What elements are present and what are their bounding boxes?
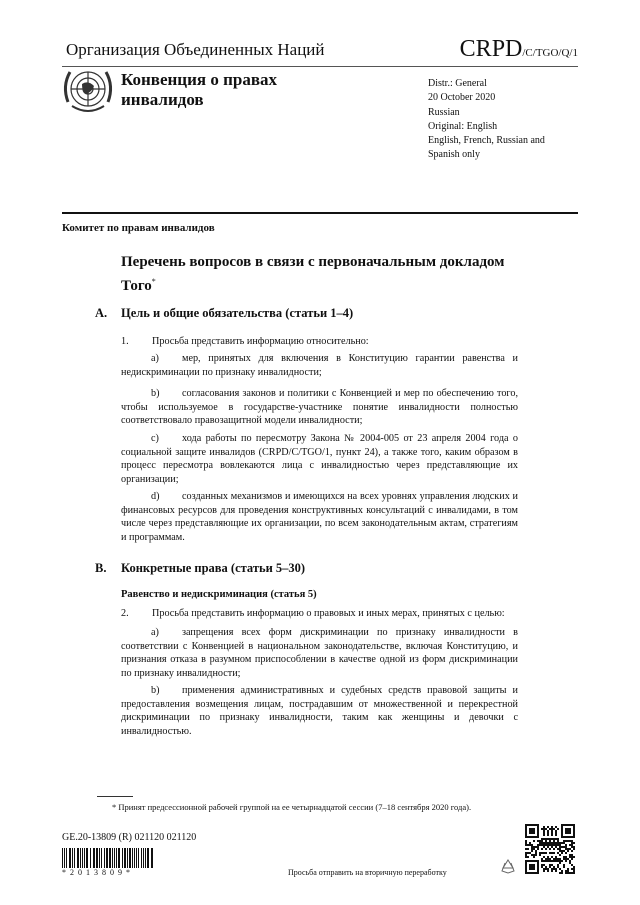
section-b-heading: [95, 561, 305, 576]
item-letter: a): [151, 627, 159, 638]
header-rule: [62, 66, 578, 67]
symbol-main: CRPD: [459, 36, 523, 62]
symbol-suffix: /C/TGO/Q/1: [522, 47, 578, 59]
para2-item-a: [121, 626, 518, 680]
paragraph-2: [121, 607, 518, 621]
item-text: хода работы по пересмотру Закона № 2004-005 от 23 апреля 2004 года о социальной защите инвалидов (CRPD/C/TGO/1, пункт 24), а также того, каким образом в процесс пересмотра вовлекаются лица с инвалидностью через представляющие их организации;: [121, 433, 518, 485]
title-rule: [62, 212, 578, 214]
item-letter: b): [151, 685, 160, 696]
section-a-heading: [95, 306, 353, 321]
main-title: [121, 253, 541, 296]
document-symbol: [460, 36, 578, 63]
barcode-text: *2013809*: [62, 868, 134, 877]
item-text: мер, принятых для включения в Конституцию гарантии равенства и недискриминации по признаку инвалидности;: [121, 353, 518, 378]
footnote-rule: [97, 796, 133, 797]
para1-item-b: [121, 387, 518, 428]
item-text: применения административных и судебных средств правовой защиты и предоставления возмещения лицам, пострадавшим от множественной и перекрестной дискриминации по признаку инвалидности, таким как женщины и девочки с инвалидностью.: [121, 685, 518, 737]
section-letter: A.: [95, 306, 108, 320]
job-number: GE.20-13809 (R) 021120 021120: [62, 832, 197, 843]
distr-language: Russian: [428, 106, 460, 118]
item-letter: c): [151, 433, 159, 444]
recycle-text: Просьба отправить на вторичную переработку: [288, 868, 447, 877]
para1-item-c: [121, 432, 518, 486]
item-text: запрещения всех форм дискриминации по признаку инвалидности в соответствии с Конвенцией в национальном законодательстве, включая Конституцию, и признания отказа в разумном приспособлении в качестве одной из форм дискриминации по признаку инвалидности;: [121, 627, 518, 679]
para1-item-a: [121, 352, 518, 379]
qr-code-icon: [525, 824, 575, 874]
barcode-icon: [62, 848, 154, 868]
committee-name: Комитет по правам инвалидов: [62, 222, 215, 234]
distr-line: Distr.: General: [428, 78, 487, 89]
recycle-icon: [499, 858, 517, 876]
section-letter: B.: [95, 561, 107, 575]
section-title: Конкретные права (статьи 5–30): [121, 561, 306, 575]
un-emblem-icon: [60, 62, 116, 118]
org-name: Организация Объединенных Наций: [66, 40, 325, 59]
para2-item-b: [121, 684, 518, 738]
item-text: созданных механизмов и имеющихся на всех уровнях управления людских и финансовых ресурсов для проведения конструктивных консультаций с инвалидами, в том числе через представляющие их организации, по всем законодательным актам, стратегиям и программам.: [121, 491, 518, 543]
distr-date: 20 October 2020: [428, 92, 496, 104]
distribution-block: [428, 77, 568, 163]
para-number: 2.: [121, 608, 129, 619]
distr-languages: English, French, Russian and Spanish only: [428, 135, 545, 161]
main-title-text: Перечень вопросов в связи с первоначальным докладом Того: [121, 254, 505, 294]
para-text: Просьба представить информацию о правовых и иных мерах, принятых с целью:: [152, 608, 505, 619]
item-letter: d): [151, 491, 160, 502]
para1-item-d: [121, 490, 518, 544]
item-letter: a): [151, 353, 159, 364]
footnote: * Принят предсессионной рабочей группой на ее четырнадцатой сессии (7–18 сентября 2020 года).: [112, 802, 472, 812]
item-text: согласования законов и политики с Конвенцией и мер по обеспечению того, чтобы используемое в государстве-участнике понятие инвалидности полностью соответствовало правозащитной модели инвалидности;: [121, 388, 518, 426]
convention-title: Конвенция о правах инвалидов: [121, 70, 278, 109]
footnote-mark: *: [151, 277, 156, 286]
subheading: Равенство и недискриминация (статья 5): [121, 589, 317, 600]
para-text: Просьба представить информацию относительно:: [152, 336, 369, 347]
section-title: Цель и общие обязательства (статьи 1–4): [121, 306, 354, 320]
para-number: 1.: [121, 336, 129, 347]
paragraph-1: [121, 335, 518, 349]
item-letter: b): [151, 388, 160, 399]
distr-original: Original: English: [428, 120, 498, 132]
